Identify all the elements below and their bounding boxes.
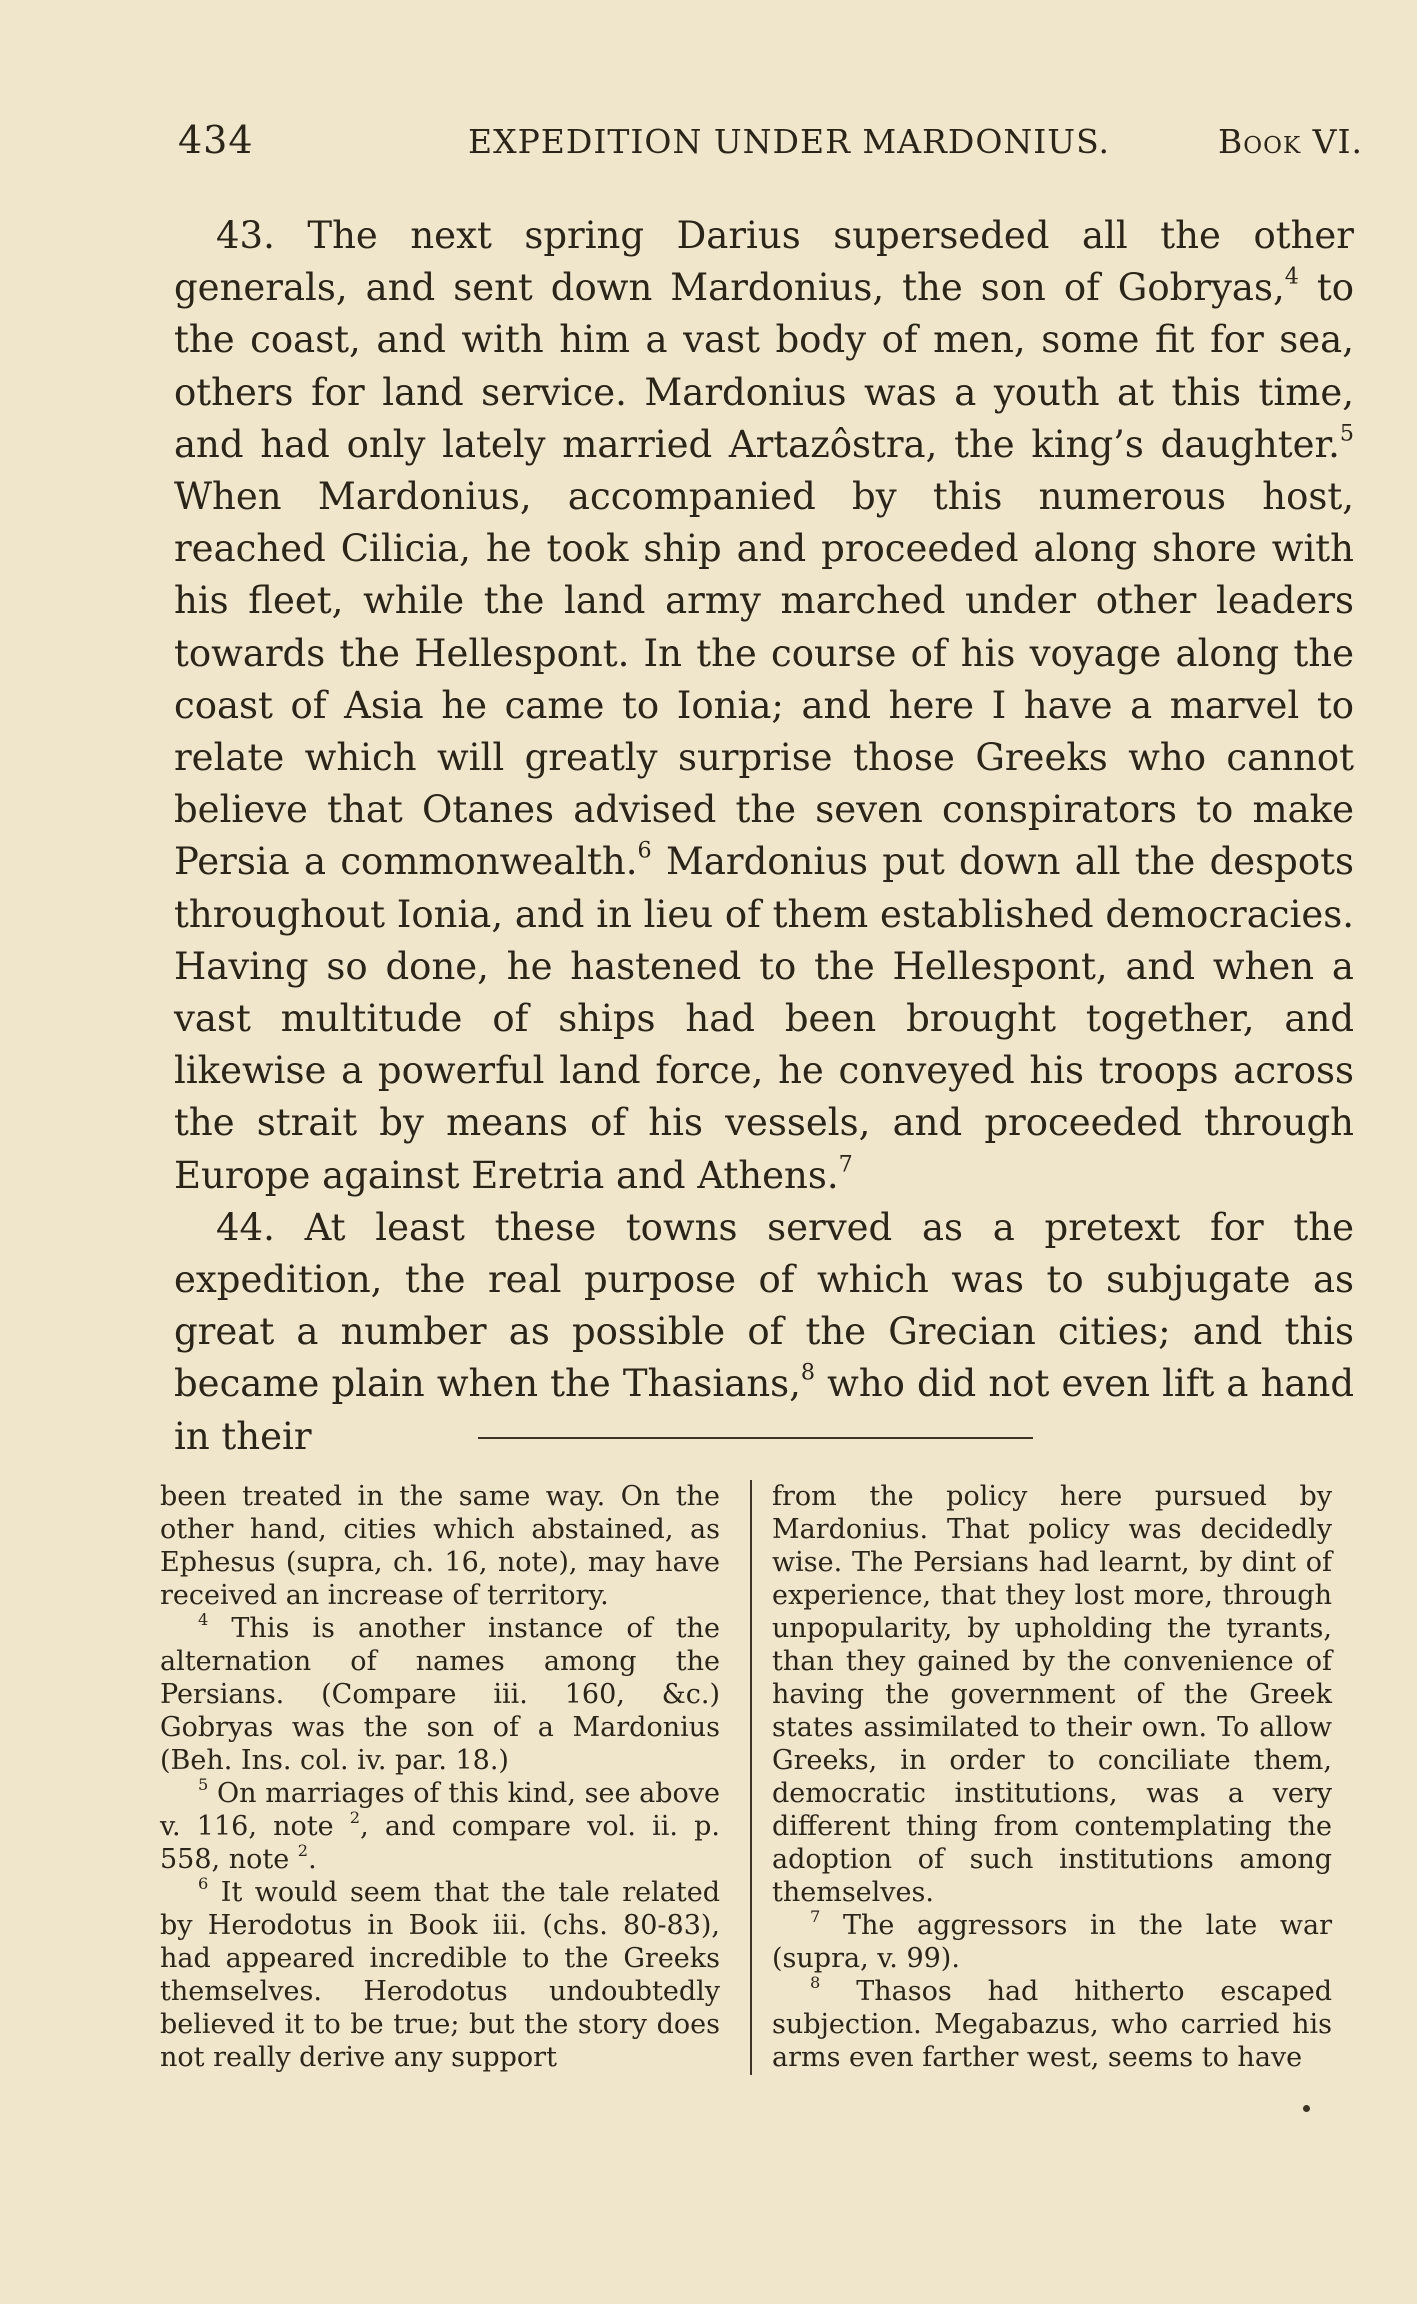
footnote-marker: 7 — [810, 1906, 821, 1926]
page-number: 434 — [178, 118, 254, 162]
paragraph-44 — [174, 1202, 1354, 1463]
footnote-5 — [160, 1774, 720, 1876]
footnote-7 — [772, 1906, 1332, 1975]
main-text — [174, 210, 1354, 1463]
column-divider — [750, 1480, 752, 2075]
footnote-ref-5: 5 — [1339, 420, 1354, 447]
chapter-title: EXPEDITION UNDER MARDONIUS. — [468, 122, 1111, 161]
text-run: 43. The next spring Darius superseded all the other generals, and sent down Mardonius, the son of Gobryas, — [174, 214, 1354, 310]
text-run: who did not even lift a hand in their — [174, 1362, 1355, 1458]
footnote-8 — [772, 1972, 1332, 2074]
footnote-marker: 4 — [198, 1609, 209, 1629]
footnote-text: On marriages of this kind, see above v. 116, note — [160, 1778, 720, 1842]
footnotes-left-column — [160, 1480, 720, 2074]
footnotes-right-column — [772, 1480, 1332, 2074]
text-run: 44. At least these towns served as a pretext for the expedition, the real purpose of which was to subjugate as great a number as possible of the Grecian cities; and this became plain when the Thasians, — [174, 1205, 1354, 1406]
footnote-text: This is another instance of the alternation of names among the Persians. (Compare iii. 160, &c.) Gobryas was the son of a Mardonius (Beh. Ins. col. iv. par. 18.) — [160, 1613, 720, 1776]
footnote-marker: 6 — [198, 1873, 209, 1893]
footnote-4 — [160, 1609, 720, 1777]
footnote-text: , and compare vol. ii. p. 558, note — [160, 1811, 720, 1875]
book-label: Book VI. — [1218, 122, 1363, 161]
note-ref: 2 — [297, 1840, 309, 1860]
note-ref: 2 — [349, 1807, 361, 1827]
footnote-marker: 5 — [198, 1774, 209, 1794]
footnote-6 — [160, 1873, 720, 2074]
footnote-ref-7: 7 — [838, 1151, 853, 1178]
text-run: When Mardonius, accompanied by this numerous host, reached Cilicia, he took ship and proceeded along shore with his fleet, while the land army marched under other leaders towards the Hellespont. In the course of his voyage along the coast of Asia he came to Ionia; and here I have a marvel to relate which will greatly surprise those Greeks who cannot believe that Otanes advised the seven conspirators to make Persia a commonwealth. — [174, 475, 1354, 884]
footnote-text: The aggressors in the late war (supra, v. 99). — [772, 1910, 1332, 1974]
footnotes — [160, 1480, 1332, 2080]
footnote-text: It would seem that the tale related by Herodotus in Book iii. (chs. 80-83), had appeared incredible to the Greeks themselves. Herodotus undoubtedly believed it to be true; but the story does not really derive any support — [160, 1877, 720, 2073]
footnote-continuation: been treated in the same way. On the other hand, cities which abstained, as Ephesus (supra, ch. 16, note), may have received an increase of territory. — [160, 1481, 720, 1611]
footnote-rule — [478, 1437, 1033, 1439]
paragraph-43 — [174, 210, 1354, 1202]
footnote-ref-8: 8 — [800, 1359, 816, 1386]
footnote-text: Thasos had hitherto escaped subjection. Megabazus, who carried his arms even farther west, seems to have — [772, 1976, 1332, 2073]
footnote-text: . — [308, 1844, 317, 1875]
footnote-marker: 8 — [810, 1972, 821, 1992]
text-run: Mardonius put down all the despots throughout Ionia, and in lieu of them established democracies. Having so done, he hastened to the Hellespont, and when a vast multitude of ships had been brought together, and likewise a powerful land force, he conveyed his troops across the strait by means of his vessels, and proceeded through Europe against Eretria and Athens. — [174, 840, 1354, 1197]
footnote-ref-4: 4 — [1284, 263, 1299, 290]
text-run: to the coast, and with him a vast body of men, some fit for sea, others for land service. Mardonius was a youth at this time, and had only lately married Artazôstra, the king’s daughter. — [174, 266, 1354, 466]
footnote-ref-6: 6 — [637, 837, 652, 864]
footnote-continuation: from the policy here pursued by Mardonius. That policy was decidedly wise. The Persians had learnt, by dint of experience, that they lost more, through unpopularity, by upholding the tyrants, than they gained by the convenience of having the government of the Greek states assimilated to their own. To allow Greeks, in order to conciliate them, democratic institutions, was a very different thing from contemplating the adoption of such institutions among themselves. — [772, 1481, 1332, 1908]
ink-speck — [1303, 2105, 1310, 2112]
running-header — [178, 118, 1363, 168]
